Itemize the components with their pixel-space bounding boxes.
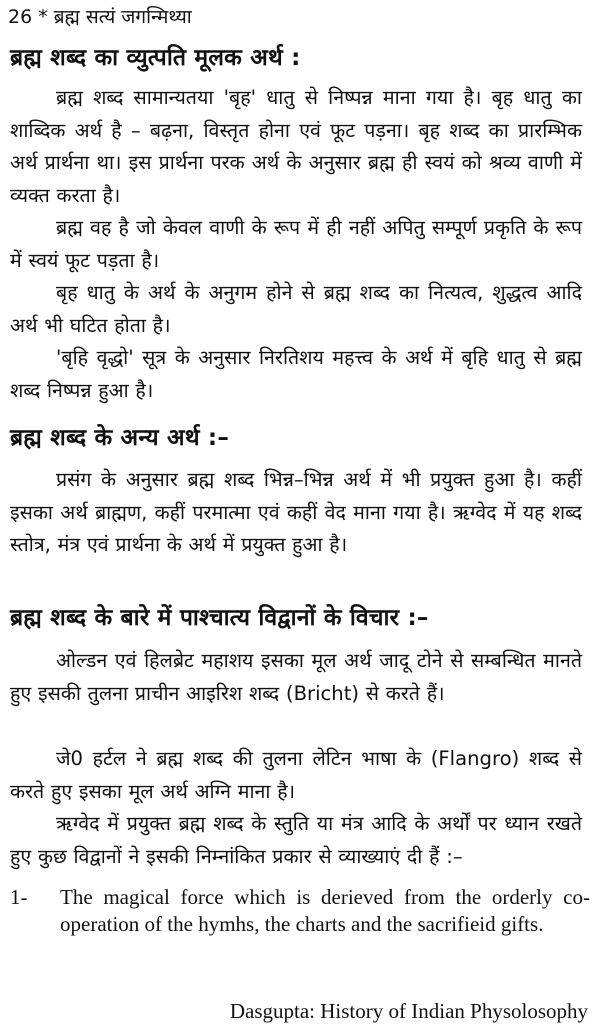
paragraph: ऋग्वेद में प्रयुक्त ब्रह्म शब्द के स्तुति या मंत्र आदि के अर्थों पर ध्यान रखते हुए कुछ विद्वानों ने इसकी निम्नांकित प्रकार से व्याख्याएं दी हैं :– [10,812,582,868]
section-heading-etymology: ब्रह्म शब्द का व्युत्पति मूलक अर्थ : [10,45,301,71]
list-item-text: The magical force which is derieved from the orderly co-operation of the hymhs, the charts and the sacrifieid gifts. [60,885,590,936]
paragraph: ब्रह्म वह है जो केवल वाणी के रूप में ही नहीं अपितु सम्पूर्ण प्रकृति के रूप में स्वयं फूट पड़ता है। [10,216,582,272]
running-head: 26 * ब्रह्म सत्यं जगन्मिथ्या [8,6,192,28]
paragraph: ओल्डन एवं हिलब्रेट महाशय इसका मूल अर्थ जादू टोने से सम्बन्धित मानते हुए इसकी तुलना प्राचीन आइरिश शब्द (Bricht) से करते हैं। [10,649,582,705]
section-heading-other-meanings: ब्रह्म शब्द के अन्य अर्थ :– [10,425,230,451]
list-number: 1- [10,885,28,909]
paragraph: प्रसंग के अनुसार ब्रह्म शब्द भिन्न–भिन्न अर्थ में भी प्रयुक्त हुआ है। कहीं इसका अर्थ ब्राह्मण, कहीं परमात्मा एवं कहीं वेद माना गया है। ऋग्वेद में यह शब्द स्तोत्र, मंत्र एवं प्रार्थना के अर्थ में प्रयुक्त हुआ है। [10,468,582,556]
section-heading-western-scholars: ब्रह्म शब्द के बारे में पाश्चात्य विद्वानों के विचार :– [10,605,429,631]
source-citation: Dasgupta: History of Indian Physolosophy [229,999,588,1023]
paragraph: ब्रह्म शब्द सामान्यतया 'बृह' धातु से निष्पन्न माना गया है। बृह धातु का शाब्दिक अर्थ है – बढ़ना, विस्तृत होना एवं फूट पड़ना। बृह शब्द का प्रारम्भिक अर्थ प्रार्थना था। इस प्रार्थना परक अर्थ के अनुसार ब्रह्म ही स्वयं को श्रव्य वाणी में व्यक्त करता है। [10,86,582,207]
paragraph: जे0 हर्टल ने ब्रह्म शब्द की तुलना लेटिन भाषा के (Flangro) शब्द से करते हुए इसका मूल अर्थ अग्नि माना है। [10,747,582,803]
paragraph: 'बृहि वृद्धो' सूत्र के अनुसार निरतिशय महत्त्व के अर्थ में बृहि धातु से ब्रह्म शब्द निष्पन्न हुआ है। [10,346,582,402]
paragraph: बृह धातु के अर्थ के अनुगम होने से ब्रह्म शब्द का नित्यत्व, शुद्धत्व आदि अर्थ भी घटित होता है। [10,281,582,337]
